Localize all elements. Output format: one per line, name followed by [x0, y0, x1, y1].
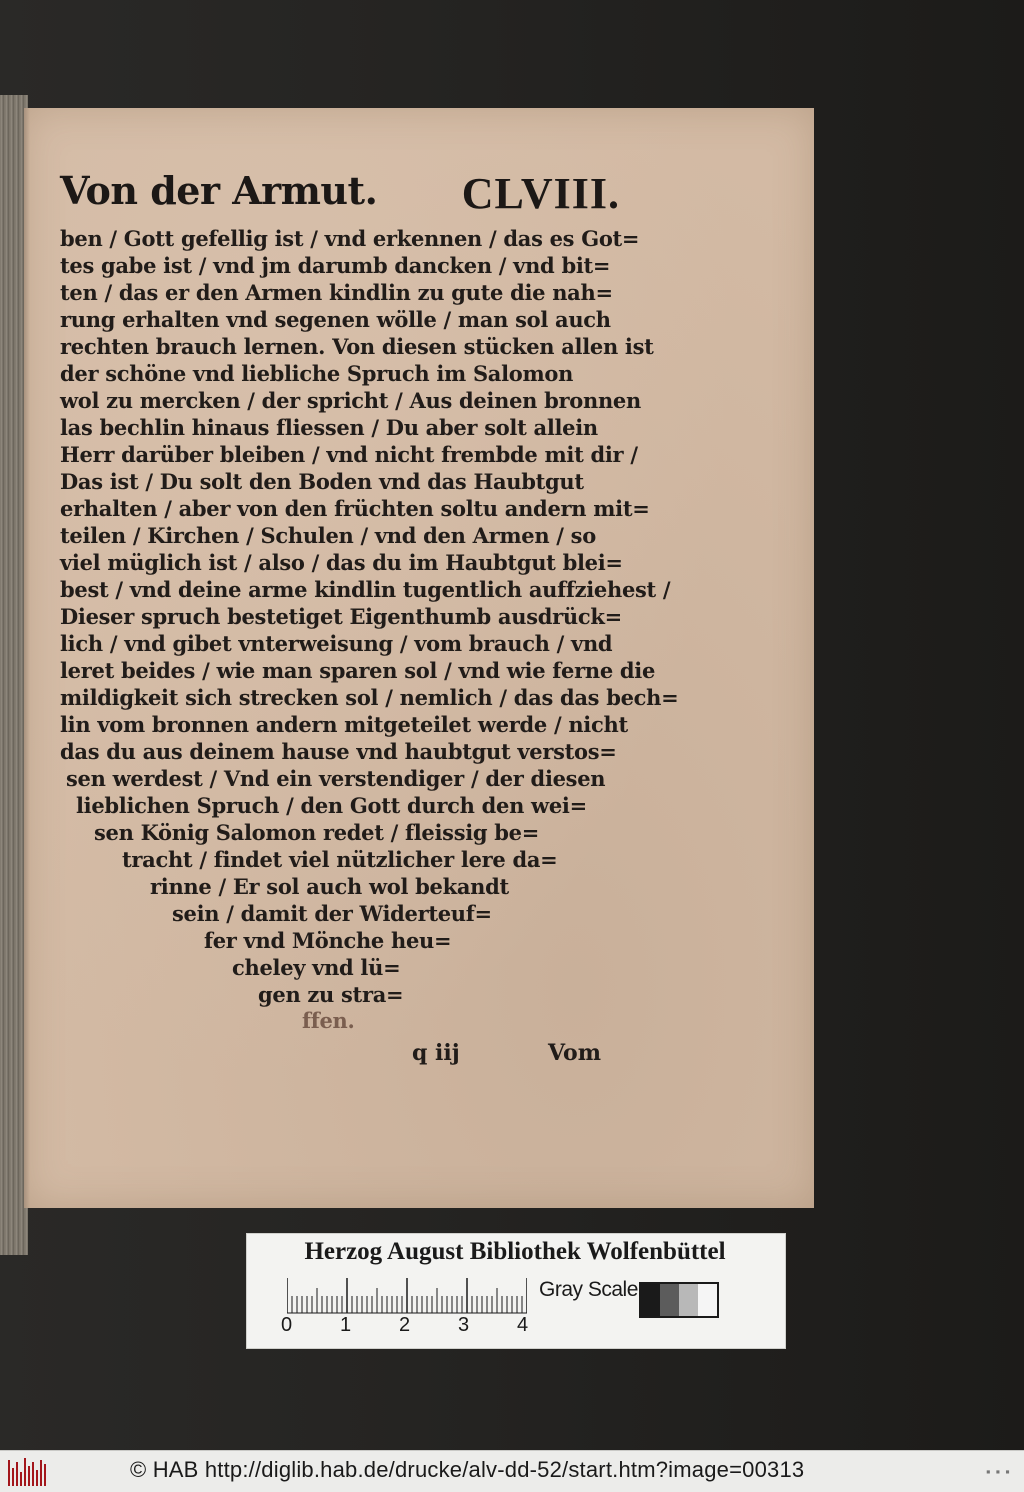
- text-line: lieblichen Spruch / den Gott durch den wei=: [76, 793, 587, 818]
- text-line: tracht / findet viel nützlicher lere da=: [122, 847, 558, 872]
- text-line: rung erhalten vnd segenen wölle / man sol auch: [60, 307, 611, 332]
- signature-mark: q iij: [412, 1040, 460, 1066]
- card-title: Herzog August Bibliothek Wolfenbüttel: [304, 1238, 726, 1265]
- text-line: fer vnd Mönche heu=: [204, 928, 452, 953]
- text-line: das du aus deinem hause vnd haubtgut verstos=: [60, 739, 617, 764]
- text-line: tes gabe ist / vnd jm darumb dancken / vnd bit=: [60, 253, 611, 278]
- copyright-url: © HAB http://diglib.hab.de/drucke/alv-dd-52/start.htm?image=00313: [130, 1457, 805, 1482]
- ruler-label: 2: [399, 1314, 411, 1336]
- text-line: der schöne vnd liebliche Spruch im Salomon: [60, 361, 574, 386]
- text-line: viel müglich ist / also / das du im Haubtgut blei=: [60, 550, 623, 575]
- text-line: wol zu mercken / der spricht / Aus deinen bronnen: [60, 388, 641, 413]
- text-line: cheley vnd lü=: [232, 955, 401, 980]
- color-reference-card: [246, 1233, 786, 1349]
- text-line: Das ist / Du solt den Boden vnd das Haubtgut: [60, 469, 584, 494]
- ruler-label: 1: [340, 1314, 352, 1336]
- gray-step: [641, 1284, 660, 1316]
- gray-step: [660, 1284, 679, 1316]
- hab-logo-icon: [8, 1458, 46, 1486]
- text-line: sen König Salomon redet / fleissig be=: [94, 820, 540, 845]
- footer-bar: [0, 1450, 1024, 1492]
- text-line: ten / das er den Armen kindlin zu gute die nah=: [60, 280, 613, 305]
- ruler-label: 3: [458, 1314, 470, 1336]
- text-line: mildigkeit sich strecken sol / nemlich / das das bech=: [60, 685, 679, 710]
- text-line: las bechlin hinaus fliessen / Du aber solt allein: [60, 415, 598, 440]
- text-line: best / vnd deine arme kindlin tugentlich auffziehest /: [60, 577, 671, 602]
- text-line: rechten brauch lernen. Von diesen stücken allen ist: [60, 334, 654, 359]
- text-line: lin vom bronnen andern mitgeteilet werde / nicht: [60, 712, 628, 737]
- ruler-scale: [287, 1278, 527, 1314]
- gray-scale-bar: [639, 1282, 719, 1318]
- text-line: ffen.: [302, 1008, 355, 1033]
- text-line: teilen / Kirchen / Schulen / vnd den Armen / so: [60, 523, 596, 548]
- text-line: gen zu stra=: [258, 982, 404, 1007]
- text-line: sein / damit der Widerteuf=: [172, 901, 492, 926]
- ruler-label: 0: [281, 1314, 293, 1336]
- text-line: leret beides / wie man sparen sol / vnd wie ferne die: [60, 658, 656, 683]
- text-line: ben / Gott gefellig ist / vnd erkennen / das es Got=: [60, 226, 640, 251]
- text-line: rinne / Er sol auch wol bekandt: [150, 874, 509, 899]
- gray-step: [698, 1284, 717, 1316]
- body-text: [0, 226, 1024, 1033]
- catchword: Vom: [548, 1040, 602, 1066]
- ruler-labels: [281, 1314, 541, 1342]
- text-line: sen werdest / Vnd ein verstendiger / der diesen: [66, 766, 606, 791]
- text-line: Dieser spruch bestetiget Eigenthumb ausdrück=: [60, 604, 622, 629]
- running-title: Von der Armut.: [60, 168, 378, 213]
- text-line: Herr darüber bleiben / vnd nicht frembde mit dir /: [60, 442, 638, 467]
- gray-scale-label: Gray Scale: [539, 1278, 638, 1301]
- page-header: [60, 168, 620, 224]
- folio-number: CLVIII.: [461, 169, 620, 218]
- text-line: lich / vnd gibet vnterweisung / vom brauch / vnd: [60, 631, 613, 656]
- footer-indicator: ▪ ▪ ▪: [985, 1467, 1010, 1476]
- gray-step: [679, 1284, 698, 1316]
- text-line: erhalten / aber von den früchten soltu andern mit=: [60, 496, 650, 521]
- ruler-label: 4: [517, 1314, 529, 1336]
